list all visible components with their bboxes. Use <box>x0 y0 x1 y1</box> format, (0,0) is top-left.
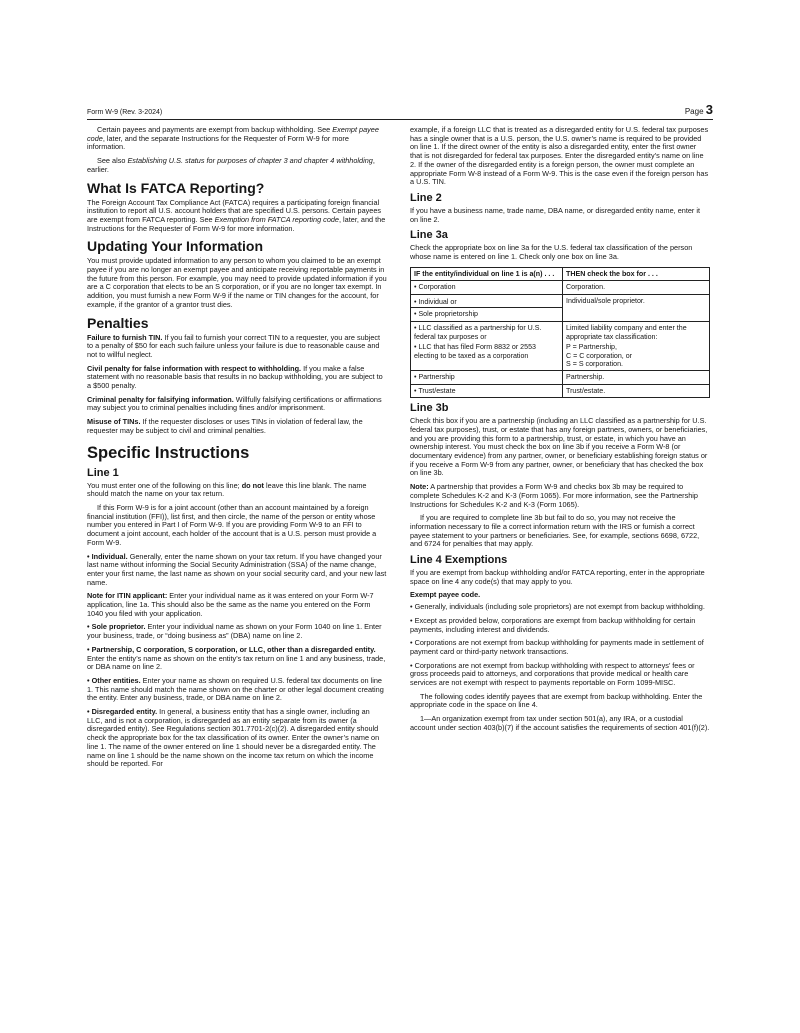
form-name: Form W-9 (Rev. 3-2024) <box>87 109 163 116</box>
item-text: Enter the entity’s name as shown on the entity’s tax return on line 1 and any business, trade, or DBA name on line 2. <box>87 653 386 672</box>
table-cell-item: C = C corporation, or <box>566 351 633 360</box>
penalty-misuse <box>87 418 387 435</box>
penalty-text: Willfully falsifying certifications or affirmations may subject you to criminal penalties including fines and/or imprisonment. <box>87 394 382 413</box>
item-lead: • Sole proprietor. <box>87 622 146 632</box>
exempt-bullet: • Corporations are not exempt from backup withholding for payments made in settlement of payment card or third-party network transactions. <box>410 638 704 656</box>
intro-p2-text: See also <box>97 156 128 166</box>
table-row <box>411 371 710 384</box>
line3b-heading: Line 3b <box>410 402 449 415</box>
penalty-lead: Misuse of TINs. <box>87 417 141 427</box>
disregarded-continued: example, if a foreign LLC that is treated as a disregarded entity for U.S. federal tax purposes has a single owner that is a U.S. person, the U.S. owner’s name is required to be provided on line 1. If the direct owner of the entity is also a disregarded entity, enter the first owner that is not disregarded for federal tax purposes. Enter the disregarded entity’s name on line 2. If the owner of the disregarded entity is a foreign person, the owner must complete an appropriate Form W-8 instead of a Form W-9. This is the case even if the foreign person has a U.S. TIN. <box>410 125 709 187</box>
individual-item <box>87 553 387 588</box>
item-text: Enter your individual name as shown on your Form 1040 on line 1. Enter your business, trade, or “doing business as” (DBA) name on line 2. <box>87 622 382 641</box>
fatca-code-ref: Exemption from FATCA reporting code <box>214 214 339 224</box>
updating-paragraph: You must provide updated information to any person to whom you claimed to be an exempt payee if you are no longer an exempt payee and anticipate receiving reportable payments in the future from this person. For example, you may need to provide updated information if you are a C corporation that elects to be an S corporation, or if you are no longer tax exempt. In addition, you must furnish a new Form W-9 if the name or TIN changes for the account, for example, if the grantor of a grantor trust dies. <box>87 256 387 309</box>
item-text: Generally, enter the name shown on your tax return. If you have changed your last name without informing the Social Security Administration (SSA) of the name change, enter your first name, the last name as shown on your social security card, and your new last name. <box>87 551 387 587</box>
table-cell: • Corporation <box>411 281 563 294</box>
item-lead: • Individual. <box>87 551 128 561</box>
item-text: Enter your individual name as it was entered on your Form W-7 application, line 1a. This should also be the same as the name you entered on the Form 1040 you filed with your application. <box>87 591 374 618</box>
fatca-paragraph <box>87 199 387 234</box>
specific-instructions-heading: Specific Instructions <box>87 443 250 462</box>
table-cell <box>411 322 563 371</box>
exempt-payee-code-heading: Exempt payee code. <box>410 590 481 600</box>
page-header <box>87 103 713 120</box>
line2-heading: Line 2 <box>410 191 442 204</box>
table-row <box>411 294 710 322</box>
exempt-bullet: • Except as provided below, corporations are exempt from backup withholding for certain payments, including interest and dividends. <box>410 615 696 634</box>
table-cell-item: Limited liability company and enter the appropriate tax classification: <box>566 324 687 341</box>
penalty-lead: Failure to furnish TIN. <box>87 332 163 342</box>
code-1-paragraph: 1—An organization exempt from tax under section 501(a), any IRA, or a custodial account under section 403(b)(7) if the account satisfies the requirements of section 401(f)(2). <box>410 714 710 732</box>
line3a-paragraph: Check the appropriate box on line 3a for the U.S. federal tax classification of the person whose name is entered on line 1. Check only one box on line 3a. <box>410 243 693 262</box>
intro-p1-text-end: , later, and the separate Instructions for the Requester of Form W-9 for more information. <box>87 133 349 152</box>
penalty-criminal <box>87 396 387 413</box>
table-cell <box>411 294 563 322</box>
classification-table <box>410 267 710 398</box>
table-cell: Individual/sole proprietor. <box>563 294 710 322</box>
line1-heading: Line 1 <box>87 466 119 479</box>
partnership-item <box>87 646 387 672</box>
item-lead: • Other entities. <box>87 675 141 685</box>
other-entities-item <box>87 677 387 703</box>
sole-proprietor-item <box>87 623 387 640</box>
page-number-label <box>685 102 713 117</box>
fatca-text-end: , later, and the Instructions for the Requester of Form W-9 for more information. <box>87 214 386 233</box>
fatca-text: The Foreign Account Tax Compliance Act (FATCA) requires a participating foreign financial institution to report all U.S. account holders that are specified U.S. persons. Certain payees are exempt from FATCA reporting. See <box>87 197 382 224</box>
penalty-text: If you make a false statement with no reasonable basis that results in no backup withholding, you are subject to a $500 penalty. <box>87 363 383 391</box>
intro-p2-text-end: , earlier. <box>87 156 375 174</box>
table-cell-item: • LLC that has filed Form 8832 or 2553 electing to be taxed as a corporation <box>414 343 536 360</box>
left-column <box>87 126 387 774</box>
table-cell-item: • LLC classified as a partnership for U.S. federal tax purposes or <box>414 324 542 341</box>
page-number: 3 <box>705 102 713 117</box>
table-cell: Partnership. <box>563 371 710 384</box>
exempt-bullet: • Corporations are not exempt from backup withholding with respect to attorneys’ fees or gross proceeds paid to attorneys, and corporations that provide medical or health care services are not exempt with respect to payments reportable on Form 1099-MISC. <box>410 660 695 688</box>
right-column <box>410 126 710 738</box>
note-text: A partnership that provides a Form W-9 and checks box 3b may be required to complete Schedules K-2 and K-3 (Form 1065). For more information, see the Partnership Instructions for Schedules K-2 and K-3 (Form 1065). <box>410 482 698 509</box>
penalty-lead: Criminal penalty for falsifying information. <box>87 394 234 404</box>
penalty-failure-to-furnish <box>87 334 387 360</box>
line1-paragraph-1 <box>87 482 387 499</box>
exempt-bullet: • Generally, individuals (including sole proprietors) are not exempt from backup withholding. <box>410 602 705 612</box>
line2-paragraph: If you have a business name, trade name, DBA name, or disregarded entity name, enter it on line 2. <box>410 205 701 224</box>
item-lead: Note for ITIN applicant: <box>87 591 168 601</box>
table-cell-item: • Individual or <box>414 297 457 306</box>
item-text: In general, a business entity that has a single owner, including an LLC, and is not a corporation, is disregarded as an entity separate from its owner (a disregarded entity). See Regulations section 301.7701-2(c)(2). A disregarded entity should check the appropriate box for the tax classification of its owner. Enter the owner’s name on line 1. The name of the owner entered on line 1 should never be a disregarded entity. The name on line 1 should be the name shown on the income tax return on which the income should be reported. For <box>87 707 380 769</box>
line4-heading: Line 4 Exemptions <box>410 554 508 567</box>
penalty-text: If the requester discloses or uses TINs in violation of federal law, the requester may be subject to civil and criminal penalties. <box>87 417 363 435</box>
table-cell-item: • Sole proprietorship <box>411 307 562 319</box>
line3b-failure-paragraph: If you are required to complete line 3b but fail to do so, you may not receive the information necessary to file a correct information return with the IRS or furnish a correct payee statement to your partners or beneficiaries. See, for example, sections 6698, 6722, and 6724 for penalties that may apply. <box>410 513 700 549</box>
table-cell: • Partnership <box>411 371 563 384</box>
table-header-cell: IF the entity/individual on line 1 is a(n) . . . <box>411 267 563 280</box>
penalty-civil <box>87 365 387 391</box>
line4-paragraph: If you are exempt from backup withholding and/or FATCA reporting, enter in the appropriate space on line 4 any code(s) that may apply to you. <box>410 568 705 586</box>
disregarded-entity-item <box>87 708 387 769</box>
table-cell-item: S = S corporation. <box>566 359 623 368</box>
note-lead: Note: <box>410 482 429 492</box>
penalty-lead: Civil penalty for false information with respect to withholding. <box>87 363 302 373</box>
table-header-row <box>411 267 710 280</box>
fatca-heading: What Is FATCA Reporting? <box>87 179 265 196</box>
page-label: Page <box>684 107 704 116</box>
updating-heading: Updating Your Information <box>87 238 264 255</box>
line1-paragraph-2: If this Form W-9 is for a joint account (other than an account maintained by a foreign financial institution (FFI)), list first, and then circle, the name of the person or entity whose number you entered in Part I of Form W-9. If you are providing Form W-9 to an FFI to document a joint account, each holder of the account that is a U.S. person must provide a Form W-9. <box>87 502 377 547</box>
penalties-heading: Penalties <box>87 314 149 331</box>
intro-p1-text: Certain payees and payments are exempt from backup withholding. See <box>97 125 333 134</box>
table-cell: • Trust/estate <box>411 384 563 397</box>
table-row <box>411 281 710 294</box>
table-header-cell: THEN check the box for . . . <box>563 267 710 280</box>
intro-paragraph-2 <box>87 157 387 174</box>
itin-note <box>87 592 387 618</box>
line1-text: You must enter one of the following on this line; <box>87 480 242 490</box>
table-row <box>411 322 710 371</box>
exempt-payee-code-ref: Exempt payee code <box>87 125 379 143</box>
table-cell: Corporation. <box>563 281 710 294</box>
item-lead: • Disregarded entity. <box>87 707 158 717</box>
codes-paragraph: The following codes identify payees that are exempt from backup withholding. Enter the appropriate code in the space on line 4. <box>410 691 703 710</box>
line3b-paragraph: Check this box if you are a partnership (including an LLC classified as a partnership for U.S. federal tax purposes), trust, or estate that has any foreign partners, owners, or beneficiaries, and you are providing this form to a partnership, trust, or estate, in which you have an ownership interest. You must check the box on line 3b if you receive a Form W-8 (or documentary evidence) from any partner, owner, or beneficiary establishing foreign status or if you receive a Form W-9 from any partner, owner, or beneficiary that has checked the box on line 3b. <box>410 416 708 478</box>
table-row <box>411 384 710 397</box>
table-cell <box>563 322 710 371</box>
item-lead: • Partnership, C corporation, S corporation, or LLC, other than a disregarded entity. <box>87 644 376 654</box>
intro-paragraph-1 <box>87 126 387 152</box>
us-status-ref: Establishing U.S. status for purposes of chapter 3 and chapter 4 withholding <box>127 156 373 166</box>
line3b-note <box>410 483 710 509</box>
penalty-text: If you fail to furnish your correct TIN to a requester, you are subject to a penalty of $50 for each such failure unless your failure is due to reasonable cause and not to willful neglect. <box>87 332 381 359</box>
item-text: Enter your name as shown on required U.S. federal tax documents on line 1. This name should match the name shown on the charter or other legal document creating the entity. Enter any business, trade, or DBA name on line 2. <box>87 675 384 703</box>
table-cell-item: P = Partnership, <box>566 343 617 352</box>
table-cell: Trust/estate. <box>563 384 710 397</box>
line1-text-end: leave this line blank. The name should match the name on your tax return. <box>87 480 367 499</box>
do-not-emphasis: do not <box>241 480 264 490</box>
line3a-heading: Line 3a <box>410 229 448 242</box>
